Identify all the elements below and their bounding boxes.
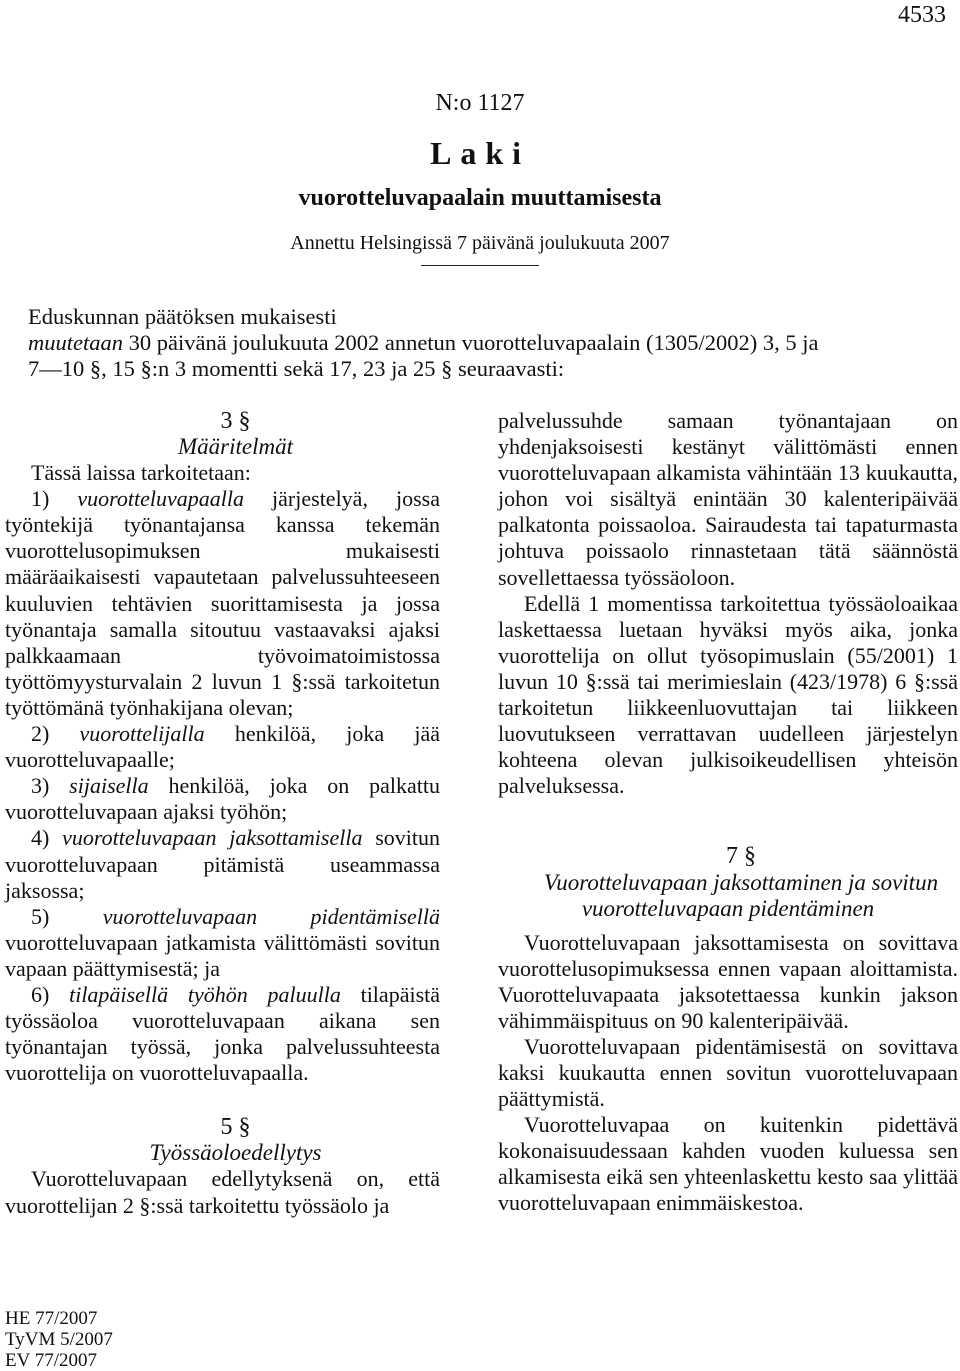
definition-term: tilapäisellä työhön paluulla: [69, 981, 341, 1007]
section-3-title: Määritelmät: [178, 434, 293, 460]
definition-number: 3): [31, 773, 70, 799]
preamble-line-2: [28, 330, 958, 356]
definition-term: vuorottelijalla: [79, 721, 205, 747]
definition-number: 4): [31, 825, 63, 851]
definition-text: tilapäistä työssäoloa vuorotteluvapaan aikana sen työnantajan työssä, jonka palvelussuhteesta vuorottelija on vuorotteluvapaalla.: [5, 981, 441, 1086]
definition-text: vuorotteluvapaan jatkamista välittömästi sovitun vapaan päättymisestä; ja: [5, 929, 440, 981]
definition-term: sijaisella: [69, 773, 149, 799]
preamble-line-1: Eduskunnan päätöksen mukaisesti: [28, 304, 337, 329]
definition-item: [5, 904, 440, 982]
definition-text: henkilöä, joka on palkattu vuorotteluvapaan ajaksi työhön;: [5, 773, 440, 825]
definition-number: 6): [31, 981, 70, 1007]
section-5-number: 5 §: [220, 1114, 251, 1141]
definition-item: [5, 773, 440, 825]
definition-term: vuorotteluvapaan jaksottamisella: [62, 825, 363, 851]
definition-number: 5): [31, 903, 103, 929]
definition-number: 1): [31, 486, 78, 512]
section-3-intro: Tässä laissa tarkoitetaan:: [31, 460, 251, 486]
section-7-para-2: Vuorotteluvapaan pidentämisestä on sovittava kaksi kuukautta ennen sovitun vuorotteluvapaan päättymistä.: [498, 1033, 958, 1112]
definition-item: [5, 486, 440, 721]
right-column: [498, 408, 958, 1217]
enactment-date: Annettu Helsingissä 7 päivänä joulukuuta 2007: [290, 232, 670, 254]
definition-text: järjestelyä, jossa työntekijä työnantajansa kanssa tekemän vuorottelusopimuksen mukaisesti määräaikaisesti vapautetaan palvelussuhteeseen kuuluvien tehtävien suorittamisesta ja jossa työnantaja samalla sitoutuu vastaavaksi ajaksi palkkaamaan työvoimatoimistossa työttömyysturvalain 2 luvun 1 §:ssä tarkoitetun työttömänä työnhakijana olevan;: [5, 486, 440, 720]
page-number: 4533: [898, 2, 946, 28]
law-header: [0, 90, 960, 266]
section-3-number: 3 §: [220, 408, 251, 434]
section-5-para-1-start: Vuorotteluvapaan edellytyksenä on, että vuorottelijan 2 §:ssä tarkoitettu työssäolo ja: [5, 1166, 440, 1218]
section-7-para-1: Vuorotteluvapaan jaksottamisesta on sovittava vuorottelusopimuksessa ennen vapaan aloittamista. Vuorotteluvapaata jaksotettaessa kunkin jakson vähimmäispituus on 90 kalenteripäivää.: [498, 929, 958, 1033]
preamble-line-2-text: 30 päivänä joulukuuta 2002 annetun vuorotteluvapaalain (1305/2002) 3, 5 ja: [123, 330, 819, 355]
preamble-line-3: 7—10 §, 15 §:n 3 momentti sekä 17, 23 ja 25 § seuraavasti:: [28, 356, 565, 381]
definition-item: [5, 825, 440, 903]
section-7-para-3: Vuorotteluvapaa on kuitenkin pidettävä kokonaisuudessaan kahden vuoden kuluessa sen alkamisesta eikä sen yhteenlaskettu kesto saa ylittää vuorotteluvapaan enimmäiskestoa.: [498, 1112, 958, 1216]
definition-term: vuorotteluvapaan pidentämisellä: [102, 903, 440, 929]
reference-ev: EV 77/2007: [5, 1350, 98, 1371]
preamble: [28, 304, 958, 382]
definition-text: sovitun vuorotteluvapaan pitämistä useammassa jaksossa;: [5, 825, 440, 903]
definition-term: vuorotteluvapaalla: [77, 486, 244, 512]
reference-he: HE 77/2007: [5, 1308, 98, 1329]
preamble-verb: muutetaan: [28, 330, 123, 355]
section-5-para-2: Edellä 1 momentissa tarkoitettua työssäoloaikaa laskettaessa luetaan hyväksi myös aika, jonka vuorottelija on ollut työsopimuslain (55/2001) 1 luvun 10 §:ssä tai merimieslain (423/1978) 6 §:ssä tarkoitetun liikkeenluovuttajan tai liikkeen luovutukseen verrattavan uudelleen järjestelyn kohteena olevan julkisoikeudellisen yhteisön palveluksessa.: [498, 590, 958, 799]
definition-number: 2): [31, 721, 80, 747]
section-5-para-1-cont: palvelussuhde samaan työnantajaan on yhdenjaksoisesti kestänyt välittömästi ennen vuorotteluvapaan alkamista vähintään 13 kuukautta, johon voi sisältyä enintään 30 kalenteripäivää palkatonta poissaoloa. Sairaudesta tai tapaturmasta johtuva poissaolo rinnastetaan tätä säännöstä sovellettaessa työssäoloon.: [498, 408, 958, 590]
header-divider: [421, 265, 539, 266]
law-number: N:o 1127: [435, 90, 525, 116]
legislative-references: [5, 1308, 113, 1371]
definition-list: [5, 486, 440, 1086]
definition-item: [5, 982, 440, 1086]
law-title: vuorotteluvapaalain muuttamisesta: [298, 185, 662, 211]
definition-item: [5, 721, 440, 773]
section-7-number: 7 §: [726, 843, 756, 870]
section-5-title: Työssäoloedellytys: [149, 1140, 322, 1166]
left-column: [5, 408, 440, 1219]
law-type: Laki: [430, 135, 530, 171]
section-7-title: Vuorotteluvapaan jaksottaminen ja sovitun vuorotteluvapaan pidentäminen: [543, 869, 939, 921]
reference-tyvm: TyVM 5/2007: [5, 1329, 113, 1350]
definition-text: henkilöä, joka jää vuorotteluvapaalle;: [5, 721, 441, 773]
